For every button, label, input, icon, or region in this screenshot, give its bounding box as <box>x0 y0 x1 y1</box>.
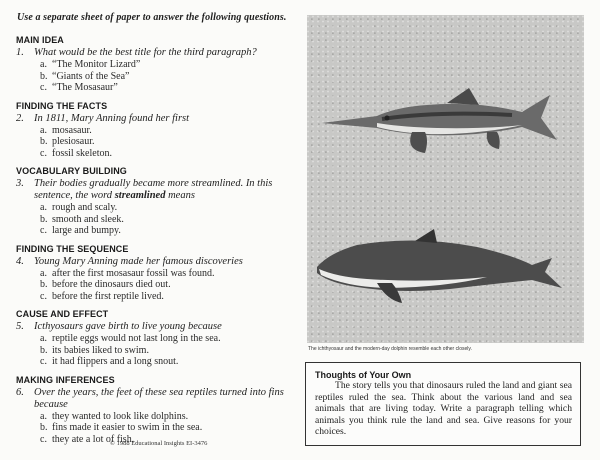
option-a: a. reptile eggs would not last long in the sea. <box>40 333 221 344</box>
question-2 <box>14 113 300 160</box>
dolphin-icon <box>317 229 562 303</box>
option-c: c. “The Mosasaur” <box>40 82 118 93</box>
option-a: a. rough and scaly. <box>40 202 118 213</box>
section-title-finding-the-facts: FINDING THE FACTS <box>16 100 108 111</box>
option-b: b. its babies liked to swim. <box>40 344 149 356</box>
option-b: b. fins made it easier to swim in the sea. <box>40 422 203 433</box>
question-3 <box>14 178 300 237</box>
question-1 <box>14 47 300 94</box>
option-a: a. they wanted to look like dolphins. <box>40 410 189 422</box>
section-title-vocabulary-building: VOCABULARY BUILDING <box>16 166 127 176</box>
question-number: 5. <box>16 321 24 332</box>
option-c: c. it had flippers and a long snout. <box>40 356 179 367</box>
question-number: 2. <box>16 112 24 124</box>
question-text: Icthyosaurs gave birth to live young because <box>34 321 222 332</box>
illustration-caption: The ichthyosaur and the modern-day dolphin resemble each other closely. <box>308 346 472 352</box>
option-c: c. they ate a lot of fish. <box>40 433 135 445</box>
option-a: a. mosasaur. <box>40 124 92 136</box>
question-number: 4. <box>16 255 24 267</box>
ichthyosaur-icon <box>322 88 557 153</box>
box-body: The story tells you that dinosaurs ruled the land and giant sea reptiles ruled the sea. Think about the various land and sea animals that are living today. Write a paragraph telling which animals you think rule the land and sea. Give reasons for your choices. <box>315 380 572 438</box>
questions-column <box>14 12 300 452</box>
question-text: In 1811, Mary Anning found her first <box>34 112 190 124</box>
question-6 <box>14 387 300 446</box>
question-5 <box>14 321 300 368</box>
option-c: c. large and bumpy. <box>40 225 121 236</box>
question-number: 6. <box>16 386 24 398</box>
box-title: Thoughts of Your Own <box>315 370 412 380</box>
option-c: c. before the first reptile lived. <box>40 290 164 302</box>
question-text: Their bodies gradually became more streamlined. In this sentence, the word streamlined means <box>34 178 273 201</box>
option-b: b. smooth and sleek. <box>40 213 124 225</box>
option-b: b. before the dinosaurs died out. <box>40 279 171 290</box>
question-text: What would be the best title for the third paragraph? <box>34 47 257 58</box>
question-number: 1. <box>16 47 24 58</box>
section-title-making-inferences: MAKING INFERENCES <box>16 374 115 385</box>
instructions: Use a separate sheet of paper to answer the following questions. <box>17 12 287 23</box>
ichthyosaur-dolphin-illustration <box>307 15 584 343</box>
thoughts-of-your-own-box <box>305 362 581 446</box>
vocabulary-word: streamlined <box>114 190 166 201</box>
option-b: b. “Giants of the Sea” <box>40 70 130 82</box>
section-title-main-idea: MAIN IDEA <box>16 35 64 45</box>
copyright: © 1988 Educational Insights EI-3476 <box>110 440 208 447</box>
section-title-cause-and-effect: CAUSE AND EFFECT <box>16 309 109 319</box>
section-title-finding-the-sequence: FINDING THE SEQUENCE <box>16 243 129 254</box>
question-text: Young Mary Anning made her famous discoveries <box>34 255 243 267</box>
option-c: c. fossil skeleton. <box>40 147 112 159</box>
question-text: Over the years, the feet of these sea reptiles turned into fins because <box>34 386 284 410</box>
option-b: b. plesiosaur. <box>40 136 95 147</box>
option-a: a. after the first mosasaur fossil was found. <box>40 267 215 279</box>
option-a: a. “The Monitor Lizard” <box>40 59 141 70</box>
question-number: 3. <box>16 178 24 189</box>
illustration-panel <box>307 15 584 343</box>
question-4 <box>14 256 300 303</box>
